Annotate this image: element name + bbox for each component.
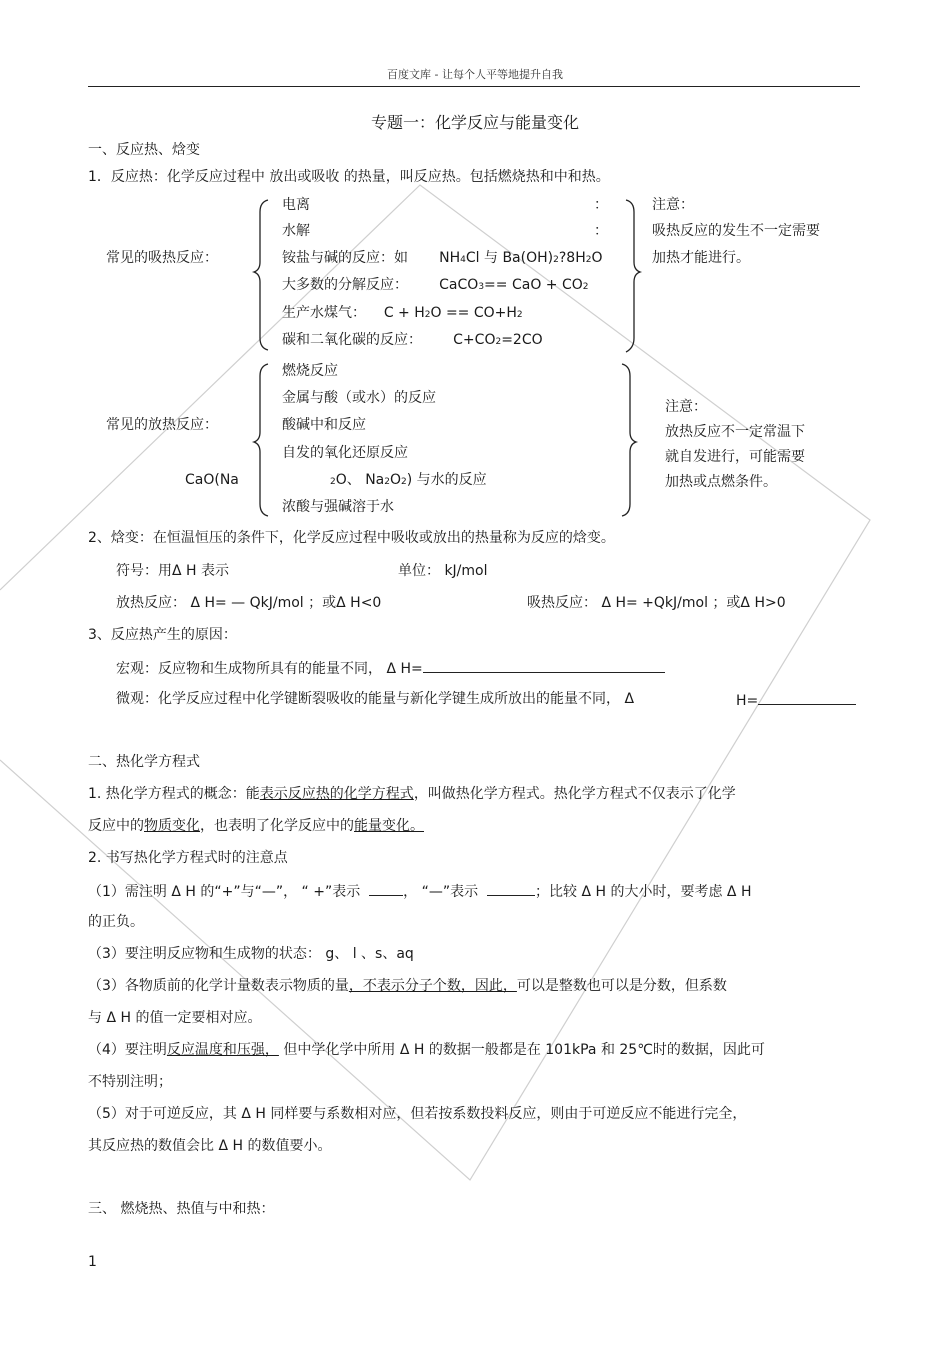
macro-blank (423, 658, 665, 673)
endothermic-definition: 吸热反应： Δ H= +QkJ/mol ；或Δ H>0 (527, 595, 786, 611)
exothermic-definition: 放热反应： Δ H= — QkJ/mol ；或Δ H<0 (116, 595, 382, 611)
blank-minus (487, 881, 535, 896)
endothermic-label: 常见的吸热反应： (106, 250, 218, 266)
section1-heading: 一、反应热、焓变 (88, 142, 200, 158)
note-1-line2: 的正负。 (88, 914, 144, 930)
section1-para2: 2、焓变：在恒温恒压的条件下，化学反应过程中吸收或放出的热量称为反应的焓变。 (88, 530, 615, 546)
endo-item-carbon-co2: 碳和二氧化碳的反应： C+CO2=2CO (282, 332, 543, 348)
endo-item-ammonium: 铵盐与碱的反应：如 NH4Cl 与 Ba(OH)2?8H2O (282, 250, 603, 266)
endo-item-water-gas: 生产水煤气： C + H2O == CO+H2 (282, 305, 523, 321)
note-1: （1）需注明 Δ H 的“+”与“—”， “ +”表示 ， “—”表示 ；比较 Δ H 的大小时，要考虑 Δ H (88, 881, 752, 901)
exo-note-line-2: 就自发进行，可能需要 (665, 449, 805, 465)
section1-para3: 3、反应热产生的原因： (88, 627, 237, 643)
note-5-line2: 其反应热的数值会比 Δ H 的数值要小。 (88, 1138, 332, 1154)
exothermic-label: 常见的放热反应： (106, 417, 218, 433)
exo-item-acid-base-dissolve: 浓酸与强碱溶于水 (282, 499, 394, 515)
section2-heading: 二、热化学方程式 (88, 754, 200, 770)
note-5: （5）对于可逆反应，其 Δ H 同样要与系数相对应，但若按系数投料反应，则由于可逆反应不能进行完全， (88, 1106, 747, 1122)
blank-plus (369, 881, 403, 896)
left-brace-endothermic (254, 200, 268, 350)
endo-item-decomposition: 大多数的分解反应： CaCO3== CaO + CO2 (282, 277, 589, 293)
exo-item-metal-acid: 金属与酸（或水）的反应 (282, 390, 436, 406)
right-brace-exothermic (622, 364, 636, 516)
document-title: 专题一：化学反应与能量变化 (370, 113, 579, 132)
exo-item-redox: 自发的氧化还原反应 (282, 445, 408, 461)
micro-blank (758, 690, 856, 705)
exo-note-title: 注意： (665, 399, 707, 415)
exo-note-line-1: 放热反应不一定常温下 (665, 424, 805, 440)
note-3-line2: 与 Δ H 的值一定要相对应。 (88, 1010, 262, 1026)
header-rule (88, 86, 860, 87)
page-number: 1 (88, 1254, 97, 1270)
note-3-coefficients: （3）各物质前的化学计量数表示物质的量，不表示分子个数，因此，可以是整数也可以是分数，但系数 (88, 978, 727, 994)
exo-item-oxides-water: 2O、 Na2O2) 与水的反应 (330, 472, 487, 488)
micro-explanation: 微观：化学反应过程中化学键断裂吸收的能量与新化学键生成所放出的能量不同， Δ (116, 691, 635, 707)
page-header: 百度文库 - 让每个人平等地提升自我 (387, 68, 563, 81)
endo-item-ionization: 电离 (282, 197, 310, 213)
left-brace-exothermic (254, 364, 268, 516)
section2-para1-line1: 1. 热化学方程式的概念：能表示反应热的化学方程式，叫做热化学方程式。热化学方程式不仅表示了化学 (88, 786, 736, 802)
right-brace-endothermic (626, 200, 640, 352)
endo-note-line-1: 吸热反应的发生不一定需要 (652, 223, 820, 239)
enthalpy-symbol: 符号：用Δ H 表示 (116, 563, 230, 579)
exo-cao-prefix: CaO(Na (185, 472, 239, 488)
note-4: （4）要注明反应温度和压强， 但中学化学中所用 Δ H 的数据一般都是在 101kPa 和 25℃时的数据，因此可 (88, 1042, 765, 1058)
macro-explanation: 宏观：反应物和生成物所具有的能量不同， Δ H= (116, 658, 665, 678)
exo-item-neutralization: 酸碱中和反应 (282, 417, 366, 433)
note-3-states: （3）要注明反应物和生成物的状态： g、 l 、s、aq (88, 946, 414, 962)
note-4-line2: 不特别注明； (88, 1074, 172, 1090)
enthalpy-unit: 单位： kJ/mol (398, 563, 488, 579)
exo-note-line-3: 加热或点燃条件。 (665, 474, 777, 490)
endo-colon-2: ： (594, 223, 608, 239)
endo-note-line-2: 加热才能进行。 (652, 250, 750, 266)
micro-h: H= (736, 690, 856, 710)
endo-item-hydrolysis: 水解 (282, 223, 310, 239)
section1-para1: 1．反应热：化学反应过程中 放出或吸收 的热量，叫反应热。包括燃烧热和中和热。 (88, 169, 610, 185)
section2-para2: 2. 书写热化学方程式时的注意点 (88, 850, 288, 866)
endo-note-title: 注意： (652, 197, 694, 213)
section3-heading: 三、 燃烧热、热值与中和热： (88, 1201, 275, 1217)
endo-colon-1: ： (594, 197, 608, 213)
exo-item-combustion: 燃烧反应 (282, 363, 338, 379)
section2-para1-line2: 反应中的物质变化，也表明了化学反应中的能量变化。 (88, 818, 424, 834)
